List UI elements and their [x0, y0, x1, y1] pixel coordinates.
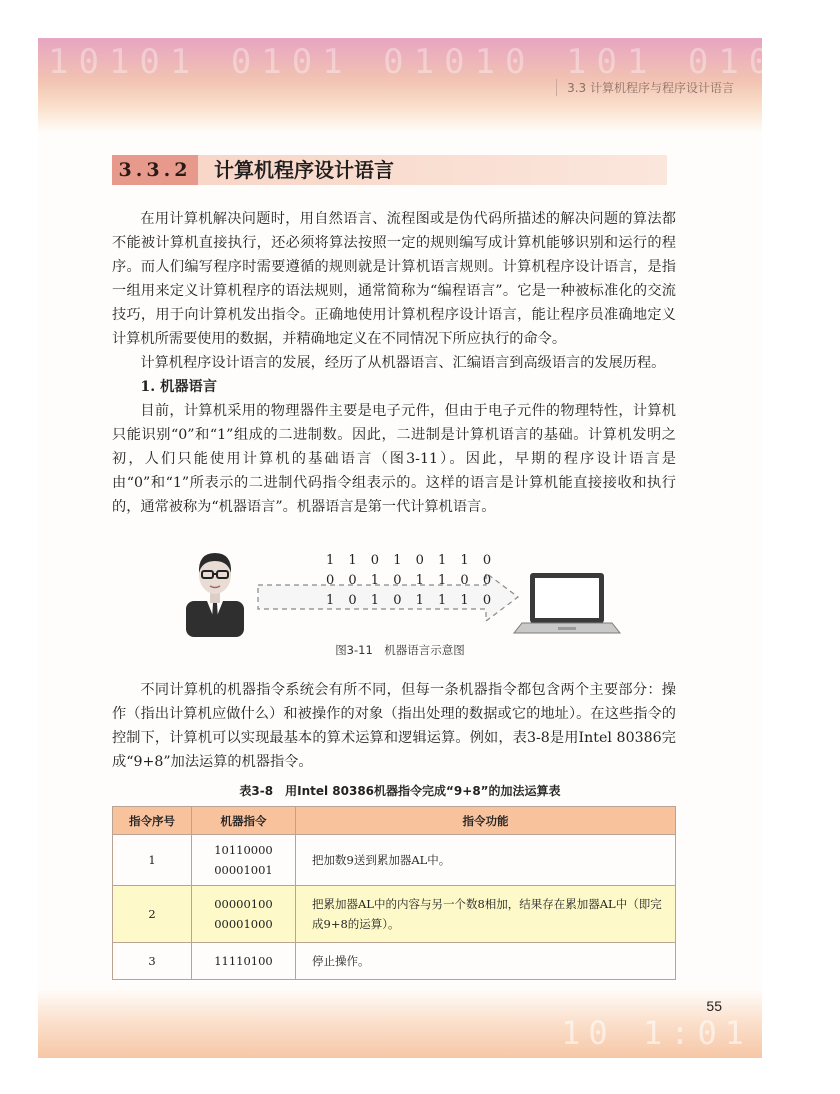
- figure-machine-language: [178, 543, 628, 639]
- table-title: 表3-8 用Intel 80386机器指令完成“9+8”的加法运算表: [239, 784, 561, 798]
- machine-code: [192, 886, 296, 943]
- table-row: [113, 886, 676, 943]
- machine-code-line: 00001001: [214, 863, 273, 877]
- machine-code: [192, 943, 296, 980]
- binary-code-block: [326, 551, 496, 611]
- figure-caption: 图3-11 机器语言示意图: [335, 643, 465, 657]
- footer-banner: [38, 988, 762, 1058]
- binary-line: 0 0 1 0 1 1 0 0: [326, 573, 497, 588]
- binary-decoration: 10 1:01: [561, 1014, 752, 1052]
- person-icon: [186, 553, 244, 637]
- paragraph: 计算机程序设计语言的发展，经历了从机器语言、汇编语言到高级语言的发展历程。: [140, 355, 666, 371]
- section-title: 计算机程序设计语言: [214, 158, 394, 182]
- machine-code: [192, 835, 296, 886]
- instruction-function: 停止操作。: [296, 943, 676, 980]
- column-header: 指令序号: [113, 807, 192, 835]
- header-banner: [38, 38, 840, 133]
- subheading-machine-language: 1. 机器语言: [140, 379, 217, 395]
- binary-line: 1 1 0 1 0 1 1 0: [326, 553, 497, 568]
- instruction-table: [112, 806, 676, 980]
- instruction-number: 2: [113, 886, 192, 943]
- instruction-number: 3: [113, 943, 192, 980]
- machine-code-line: 00001000: [214, 917, 273, 931]
- table-header-row: [113, 807, 676, 835]
- section-heading: [112, 155, 667, 185]
- instruction-text: [112, 678, 676, 774]
- table-row: [113, 835, 676, 886]
- machine-code-line: 11110100: [214, 954, 273, 968]
- machine-code-line: 00000100: [214, 897, 273, 911]
- running-header: 3.3 计算机程序与程序设计语言: [556, 79, 734, 96]
- instruction-number: 1: [113, 835, 192, 886]
- column-header: 指令功能: [296, 807, 676, 835]
- instruction-function: 把加数9送到累加器AL中。: [296, 835, 676, 886]
- column-header: 机器指令: [192, 807, 296, 835]
- section-number: 3.3.2: [112, 155, 198, 185]
- binary-line: 1 0 1 0 1 1 1 0: [326, 593, 497, 608]
- paragraph: 在用计算机解决问题时，用自然语言、流程图或是伪代码所描述的解决问题的算法都不能被计算机直接执行，还必须将算法按照一定的规则编写成计算机能够识别和运行的程序。而人们编写程序时需要遵循的规则就是计算机语言规则。计算机程序设计语言，是指一组用来定义计算机程序的语法规则，通常简称为“编程语言”。它是一种被标准化的交流技巧，用于向计算机发出指令。正确地使用计算机程序设计语言，能让程序员准确地定义计算机所需要使用的数据，并精确地定义在不同情况下所应执行的命令。: [112, 211, 676, 347]
- table-row: [113, 943, 676, 980]
- textbook-page: [38, 38, 840, 1058]
- machine-code-line: 10110000: [214, 843, 273, 857]
- intro-text: [112, 207, 676, 519]
- instruction-function: 把累加器AL中的内容与另一个数8相加，结果存在累加器AL中（即完成9+8的运算）。: [296, 886, 676, 943]
- page-number: 55: [706, 998, 722, 1014]
- paragraph: 目前，计算机采用的物理器件主要是电子元件，但由于电子元件的物理特性，计算机只能识别“0”和“1”组成的二进制数。因此，二进制是计算机语言的基础。计算机发明之初，人们只能使用计算机的基础语言（图3-11）。因此，早期的程序设计语言是由“0”和“1”所表示的二进制代码指令组表示的。这样的语言是计算机能直接接收和执行的，通常被称为“机器语言”。机器语言是第一代计算机语言。: [112, 403, 676, 515]
- binary-decoration: 10101 0101 01010 101 010 1: [48, 42, 840, 82]
- paragraph: 不同计算机的机器指令系统会有所不同，但每一条机器指令都包含两个主要部分：操作（指出计算机应做什么）和被操作的对象（指出处理的数据或它的地址）。在这些指令的控制下，计算机可以实现最基本的算术运算和逻辑运算。例如，表3-8是用Intel 80386完成“9+8”加法运算的机器指令。: [112, 682, 676, 770]
- laptop-icon: [514, 573, 620, 633]
